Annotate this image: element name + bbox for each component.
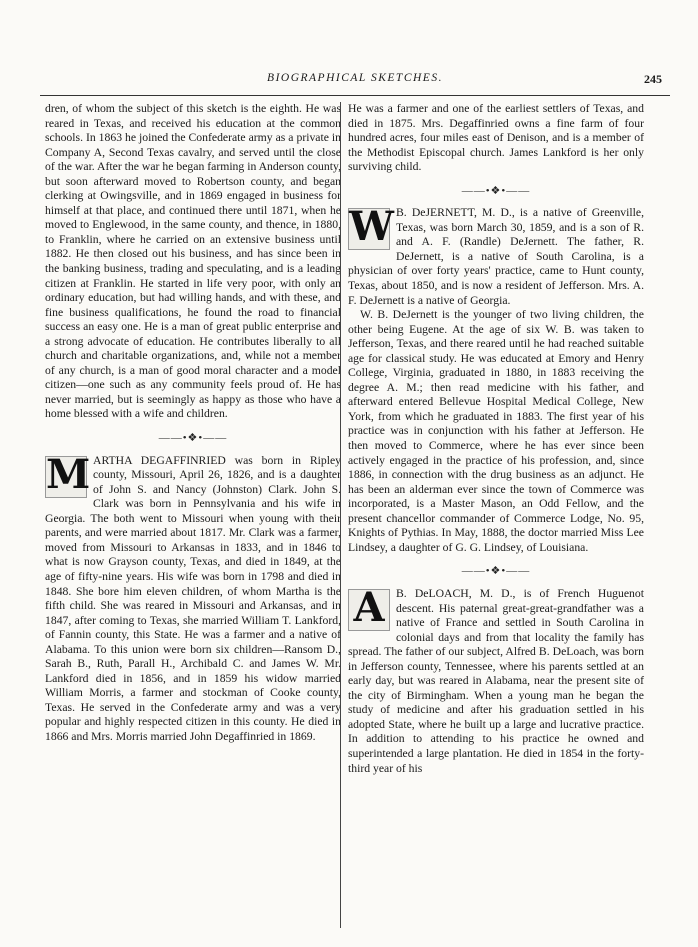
page-header <box>40 70 670 90</box>
header-rule <box>40 95 670 96</box>
paragraph-continuation: dren, of whom the subject of this sketch is the eighth. He was reared in Texas, and received his education at the common schools. In 1863 he joined the Confederate army as a private in Company A, Second Texas cavalry, and served until the close of the war. After the war he began farming in Anderson county, but soon afterward moved to Robertson county, and began clerking at Owingsville, and in 1869 engaged in business for himself at that place, and continued there until 1871, when he moved to Englewood, in the same county, and thence, in 1880, to Franklin, where he carried on an extensive business until 1882. He then closed out his business, and has since been in the banking business, trading and speculating, and is a leading citizen at Franklin. He started in life very poor, with only an ordinary education, but had willing hands, and with these, and fine business qualifications, he found the road to financial success an easy one. He is a man of great public enterprise and a strong advocate of education. He contributes liberally to all church and charitable organizations, and, while not a member of any church, is a man of good moral character and a model citizen—one such as any community feels proud of. He has never married, but is seemingly as happy as those who have a home blessed with a wife and children. <box>45 102 341 421</box>
running-title: BIOGRAPHICAL SKETCHES. <box>267 72 443 84</box>
sketch-deloach <box>348 583 644 776</box>
column-divider <box>340 102 341 928</box>
sketch-text: W. B. DeJernett is the younger of two living children, the other being Eugene. At the age of six W. B. was taken to Jefferson, Texas, and there reared until he had reached suitable age for classical study. He was educated at Emory and Henry College, Virginia, graduated in 1880, in 1883 receiving the degree A. M.; then read medicine with his father, and afterward entered Bellevue Hospital Medical College, New York, from which he graduated in 1883. The first year of his practice was in conjunction with his father at Jefferson. He then moved to Commerce, where he has ever since been actively engaged in the practice of his profession, and, since 1886, in connection with the drug business as an adjunct. He has been an alderman ever since the town of Commerce was incorporated, is a Master Mason, an Odd Fellow, and the present chancellor commander of Commerce Lodge, No. 95, Knights of Pythias. In May, 1888, the doctor married Miss Lee Lindsey, a daughter of G. G. Lindsey, of Louisiana. <box>348 308 644 554</box>
sketch-text: B. DeLOACH, M. D., is of French Huguenot descent. His paternal great-great-grandfather was a native of France and settled in South Carolina in colonial days and from that locality the family has spread. The father of our subject, Alfred B. DeLoach, was born in Jefferson county, Tennessee, where his parents settled at an early day, but was reared in Alabama, near the present site of the city of Birmingham. When a young man he began the study of medicine and after his graduation settled in his adopted State, where he built up a large and lucrative practice. In addition to attending to his practice he owned and superintended a large plantation. He died in 1854 in the forty-third year of his <box>348 586 644 775</box>
drop-cap: W <box>349 203 394 251</box>
section-ornament: ——•❖•—— <box>158 432 228 445</box>
sketch-dejernett <box>348 203 644 308</box>
right-column <box>348 102 644 776</box>
page-number: 245 <box>644 72 662 86</box>
paragraph-continuation: He was a farmer and one of the earliest settlers of Texas, and died in 1875. Mrs. Degaffinried owns a fine farm of four hundred acres, four miles east of Denison, and is a member of the Methodist Episcopal church. James Lankford is her only surviving child. <box>348 102 644 174</box>
sketch-text: ARTHA DEGAFFINRIED was born in Ripley county, Missouri, April 26, 1826, and is a daughter of John S. and Nancy (Johnston) Clark. John S. Clark was born in Pennsylvania and his wife in Georgia. The both went to Missouri when young with their parents, and were married about 1817. Mr. Clark was a farmer, moved from Missouri to Arkansas in 1833, and in 1846 to what is now Grayson county, Texas, and died in 1849, at the age of fifty-nine years. His wife was born in 1798 and died in 1848. She bore him eleven children, of whom Martha is the fifth child. She was reared in Missouri and Arkansas, and in 1847, after coming to Texas, she married William T. Lankford, of Fannin county, this State. He was a farmer and a native of Alabama. To this union were born six children—Ransom D., Sarah B., Ruth, Parall H., Archibald C. and James W. Mr. Lankford died in 1856, and in 1859 his widow married William Morris, a farmer and stockman of Cooke county, Texas. He served in the Confederate army and was a very popular and highly respected citizen in this county. He died in 1866 and Mrs. Morris married John Degaffinried in 1869. <box>45 453 341 743</box>
section-ornament: ——•❖•—— <box>461 184 531 197</box>
drop-cap: A <box>348 589 390 631</box>
section-ornament: ——•❖•—— <box>461 565 531 578</box>
sketch-text: B. DeJERNETT, M. D., is a native of Greenville, Texas, was born March 30, 1859, and is a son of R. and A. F. (Randle) DeJernett. The father, R. DeJernett, is a native of South Carolina, is a physician of over forty years' practice, came to Hunt county, Texas, about 1850, and is now a resident of Jefferson. Mrs. A. F. DeJernett is a native of Georgia. <box>348 206 644 307</box>
sketch-degaffinried <box>45 450 341 745</box>
drop-cap: M <box>46 450 91 498</box>
left-column <box>45 102 341 745</box>
